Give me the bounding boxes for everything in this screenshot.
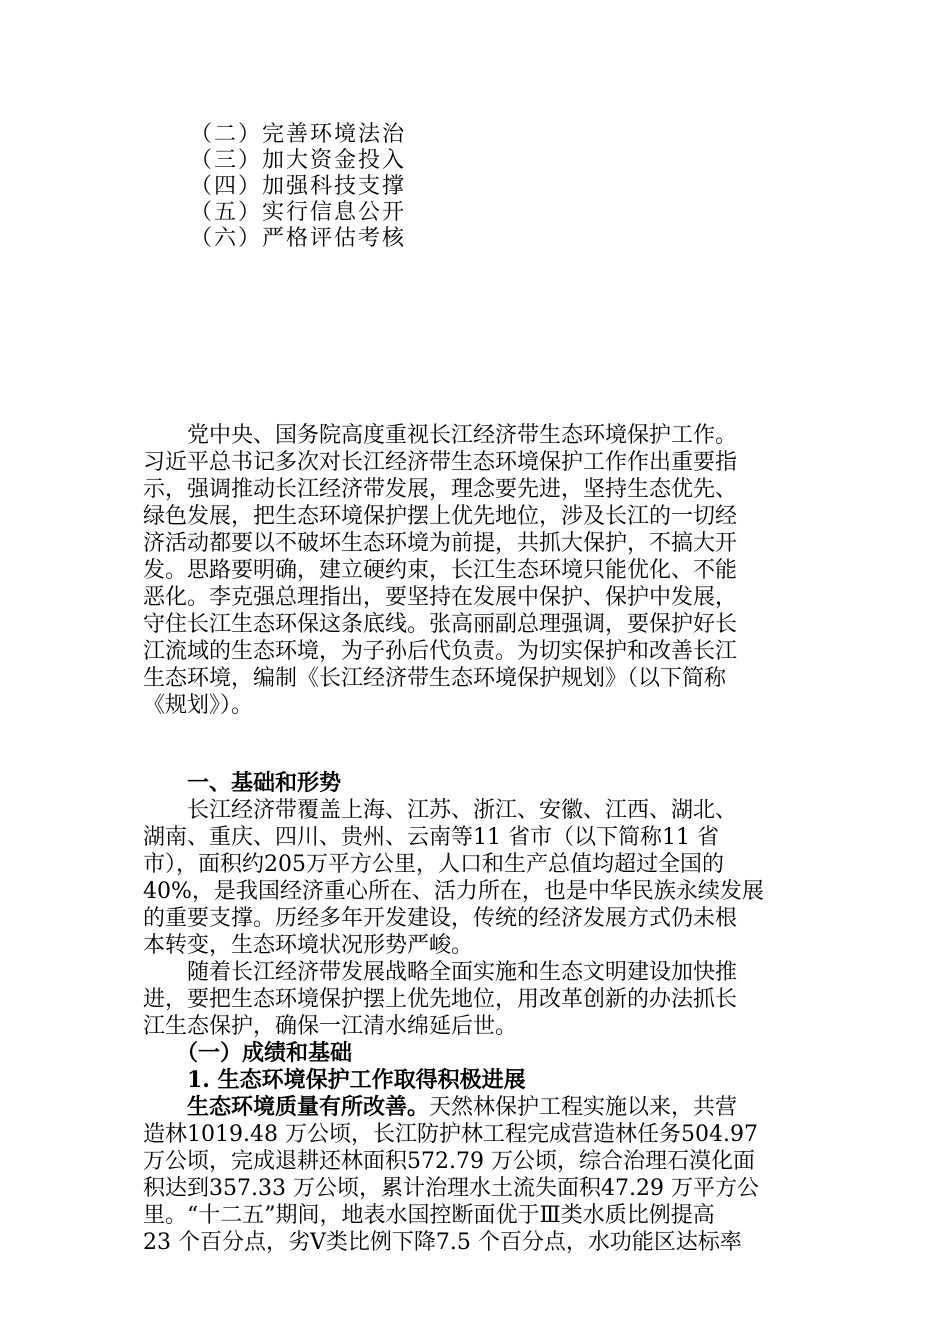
section-basis-and-situation (143, 770, 813, 1256)
text-line: 的重要支撑。历经多年开发建设，传统的经济发展方式仍未根 (143, 906, 738, 931)
toc-item: （二）完善环境法治 (190, 122, 407, 147)
text-line: 济活动都要以不破坏生态环境为前提，共抓大保护，不搞大开 (143, 531, 738, 556)
lead-phrase: 生态环境质量有所改善。 (143, 1094, 430, 1120)
text-line: 23 个百分点，劣Ⅴ类比例下降7.5 个百分点，水功能区达标率 (143, 1230, 742, 1255)
text-line: 湖南、重庆、四川、贵州、云南等11 省市（以下简称11 省 (143, 825, 719, 850)
text-line: 造林1019.48 万公顷，长江防护林工程完成营造林任务504.97 (143, 1122, 758, 1147)
text-line: 发。思路要明确，建立硬约束，长江生态环境只能优化、不能 (143, 558, 738, 583)
toc-item: （六）严格评估考核 (190, 226, 407, 251)
text-line: 40%，是我国经济重心所在、活力所在，也是中华民族永续发展 (143, 879, 764, 904)
text-line: 生态环境，编制《长江经济带生态环境保护规划》（以下简称 (143, 666, 727, 691)
text-line: 积达到357.33 万公顷，累计治理水土流失面积47.29 万平方公 (143, 1176, 759, 1201)
text-line: 绿色发展，把生态环境保护摆上优先地位，涉及长江的一切经 (143, 504, 738, 529)
section-heading: 一、基础和形势 (143, 770, 342, 796)
table-of-contents (190, 122, 406, 252)
subsection-heading: （一）成绩和基础 (143, 1040, 353, 1066)
text-run: 天然林保护工程实施以来，共营 (429, 1095, 738, 1120)
text-line: 示，强调推动长江经济带发展，理念要先进，坚持生态优先、 (143, 477, 738, 502)
text-line (143, 1094, 813, 1121)
intro-paragraph (143, 422, 813, 719)
text-line: 恶化。李克强总理指出，要坚持在发展中保护、保护中发展， (143, 585, 738, 610)
text-line: 《规划》）。 (143, 693, 254, 718)
item-heading: 1. 生态环境保护工作取得积极进展 (143, 1067, 526, 1093)
text-line: 江流域的生态环境，为子孙后代负责。为切实保护和改善长江 (143, 639, 738, 664)
text-line: 长江经济带覆盖上海、江苏、浙江、安徽、江西、湖北、 (143, 798, 738, 823)
text-line: 党中央、国务院高度重视长江经济带生态环境保护工作。 (143, 423, 738, 448)
toc-item: （四）加强科技支撑 (190, 174, 407, 199)
toc-item: （三）加大资金投入 (190, 148, 407, 173)
text-line: 守住长江生态环保这条底线。张高丽副总理强调，要保护好长 (143, 612, 738, 637)
toc-item: （五）实行信息公开 (190, 200, 407, 225)
text-line: 万公顷，完成退耕还林面积572.79 万公顷，综合治理石漠化面 (143, 1149, 755, 1174)
text-line: 市），面积约205万平方公里，人口和生产总值均超过全国的 (143, 852, 724, 877)
text-line: 随着长江经济带发展战略全面实施和生态文明建设加快推 (143, 960, 738, 985)
text-line: 本转变，生态环境状况形势严峻。 (143, 933, 474, 958)
text-line: 习近平总书记多次对长江经济带生态环境保护工作作出重要指 (143, 450, 738, 475)
text-line: 里。“十二五”期间，地表水国控断面优于Ⅲ类水质比例提高 (143, 1203, 715, 1228)
text-line: 进，要把生态环境保护摆上优先地位，用改革创新的办法抓长 (143, 987, 738, 1012)
text-line: 江生态保护，确保一江清水绵延后世。 (143, 1014, 518, 1039)
